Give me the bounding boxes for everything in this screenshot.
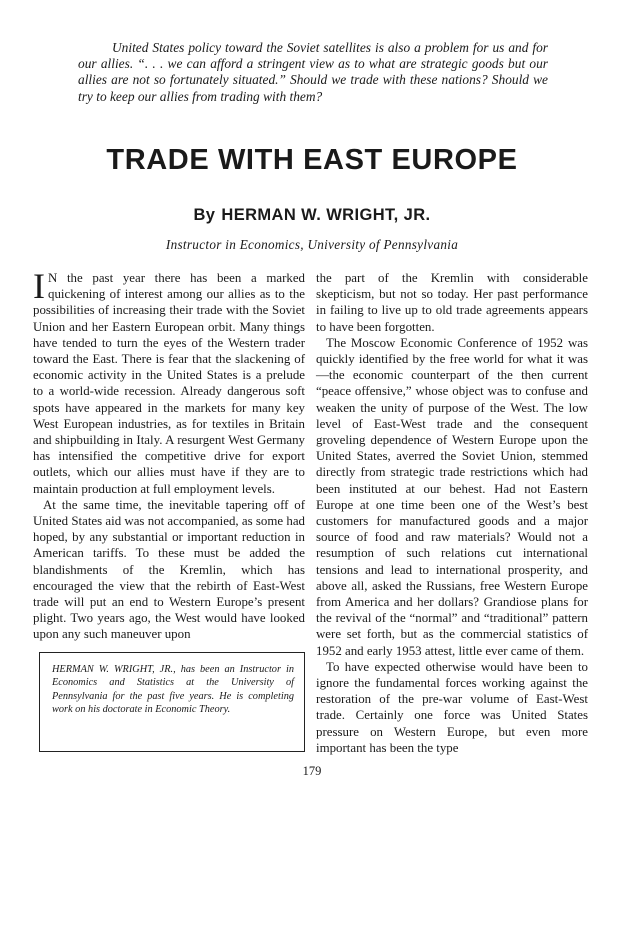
author-institution: University of Pennsylvania	[307, 237, 459, 252]
body-paragraph: At the same time, the inevitable tapering off of United States aid was not accompanied, as some had hoped, by any substantial or important reduction in American tariffs. To these must be added the blandishments of the Kremlin, which has encouraged the view that the rebirth of East-West trade will put an end to Western Europe’s present plight. Two years ago, the West would have looked upon any such maneuver upon	[33, 497, 305, 642]
paragraph-text: N the past year there has been a marked quickening of interest among our allies as to the possibilities of increasing their trade with the Soviet Union and her Eastern European orbit. Many things have tended to turn the eyes of the Western trader toward the East. There is fear that the slackening of economic activity in the United States is a prelude to a world-wide recession. Already dangerous soft spots have appeared in the markets for many key West European industries, as for textiles in Britain and shipbuilding in Italy. A resurgent West Germany has intensified the competitive drive for export outlets, which our allies must have if they are to maintain production at full employment levels.	[33, 271, 305, 496]
bio-author-name: HERMAN W. WRIGHT, JR.,	[52, 664, 176, 675]
body-paragraph	[33, 266, 305, 497]
right-column	[316, 270, 588, 756]
body-paragraph: The Moscow Economic Conference of 1952 was quickly identified by the free world for what it was—the economic counterpart of the then current “peace offensive,” whose object was to confuse and weaken the unity of purpose of the West. The low level of East-West trade and the consequent groveling dependence of Western Europe upon the United States, averred the Soviet Union, stemmed directly from strategic trade restrictions which had been instituted at our behest. Had not Eastern Europe at one time been one of the West’s best customers for manufactured goods and a major source of food and raw materials? Would not a resumption of such relations cut international tensions and lead to international prosperity, and above all, asked the Russians, free Western Europe from America and her dollars? Grandiose plans for the revival of the “normal” and “traditional” pattern were set forth, but as the commercial statistics of 1952 and early 1953 attest, little ever came of them.	[316, 335, 588, 658]
author-bio-box	[39, 652, 305, 752]
drop-cap: I	[33, 266, 45, 306]
body-paragraph: To have expected otherwise would have been to ignore the fundamental forces working against the restoration of the pre-war volume of East-West trade. Certainly one force was United States pressure on Western Europe, but even more important has been the type	[316, 659, 588, 755]
page-number: 179	[302, 764, 322, 778]
intro-summary: United States policy toward the Soviet satellites is also a problem for us and for our allies. “. . . we can afford a stringent view as to what are strategic goods but our allies are not so fortunately situated.” Should we trade with these nations? Should we try to keep our allies from trading with them?	[78, 40, 548, 104]
left-column	[33, 266, 305, 643]
article-title: TRADE WITH EAST EUROPE	[106, 144, 518, 176]
body-paragraph: the part of the Kremlin with considerable skepticism, but not so today. Her past performance in failing to live up to old trade agreements appears to have been forgotten.	[316, 271, 588, 334]
byline	[0, 206, 624, 225]
bio-text: has been an Instructor in Economics and Statistics at the University of Pennsylvania for the past five years. He is completing work on his doctorate in Economic Theory.	[52, 664, 294, 716]
author-name: HERMAN W. WRIGHT, JR.	[221, 206, 431, 224]
author-role: Instructor in Economics,	[165, 237, 304, 252]
byline-by: By	[193, 206, 216, 224]
author-affiliation	[0, 237, 624, 253]
